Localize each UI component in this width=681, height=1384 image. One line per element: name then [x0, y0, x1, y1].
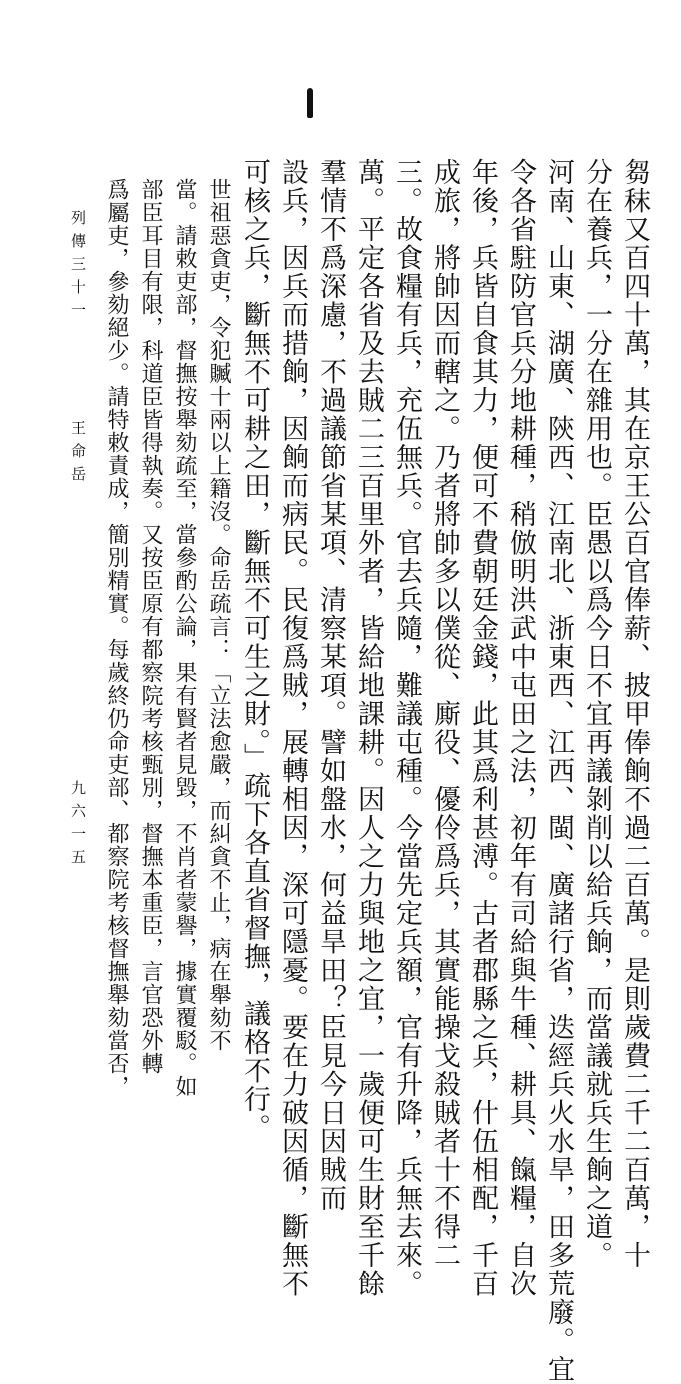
text-column-7: 三。故食糧有兵，充伍無兵。官去兵隨，難議屯種。今當先定兵額，官有升降，兵無去來。 — [391, 158, 422, 1298]
text-column-5: 年後，兵皆自食其力，便可不費朝廷金錢，此其爲利甚溥。古者郡縣之兵，什伍相配，千百 — [467, 158, 498, 1298]
text-column-6: 成旅，將帥因而轄之。乃者將帥多以僕從、廝役、優伶爲兵，其實能操戈殺賊者十不得二 — [429, 158, 460, 1270]
text-column-3: 河南、山東、湖廣、陝西、江南北、浙東西、江西、閩、廣諸行省，迭經兵火水旱，田多荒廢。宜 — [543, 158, 574, 1384]
author-label: 王命岳 — [69, 420, 87, 489]
text-column-13: 當。請敕吏部，督撫按舉劾疏至，當參酌公論，果有賢者見毀，不肖者蒙譽，據實覆駁。如 — [172, 178, 197, 1098]
text-column-14: 部臣耳目有限，科道臣皆得執奏。又按臣原有都察院考核甄別，督撫本重臣，言官恐外轉 — [138, 178, 163, 1075]
text-column-11: 可核之兵，斷無不可耕之田，斷無不可生之財。」疏下各直省督撫，議格不行。 — [239, 158, 270, 1142]
text-column-2: 分在養兵，一分在雜用也。臣愚以爲今日不宜再議剝削以給兵餉，而當議就兵生餉之道。 — [581, 158, 612, 1270]
text-column-8: 萬。平定各省及去賊二三百里外者，皆給地課耕。因人之力與地之宜，一歲便可生財至千餘 — [353, 158, 384, 1298]
text-column-10: 設兵，因兵而措餉，因餉而病民。民復爲賊，展轉相因，深可隱憂。要在力破因循，斷無不 — [277, 158, 308, 1298]
section-mark — [307, 88, 313, 118]
text-column-1: 芻秣又百四十萬，其在京王公百官俸薪、披甲俸餉不過二百萬。是則歲費二千二百萬，十 — [619, 158, 650, 1270]
text-column-4: 令各省駐防官兵分地耕種，稍倣明洪武中屯田之法，初年有司給與牛種、耕具、餼糧，自次 — [505, 158, 536, 1298]
text-column-12: 世祖惡貪吏，令犯贓十兩以上籍沒。命岳疏言：「立法愈嚴，而糾貪不止，病在舉劾不 — [206, 178, 231, 1052]
page-number: 九六一五 — [69, 780, 87, 872]
text-column-15: 爲屬吏，參劾絕少。請特敕責成，簡別精實。每歲終仍命吏部、都察院考核督撫舉劾當否， — [104, 178, 129, 1098]
text-column-9: 羣情不爲深慮，不過議節省某項、清察某項。譬如盤水，何益旱田？臣見今日因賊而 — [315, 158, 346, 1213]
margin-label: 列傳三十一 — [69, 210, 87, 325]
